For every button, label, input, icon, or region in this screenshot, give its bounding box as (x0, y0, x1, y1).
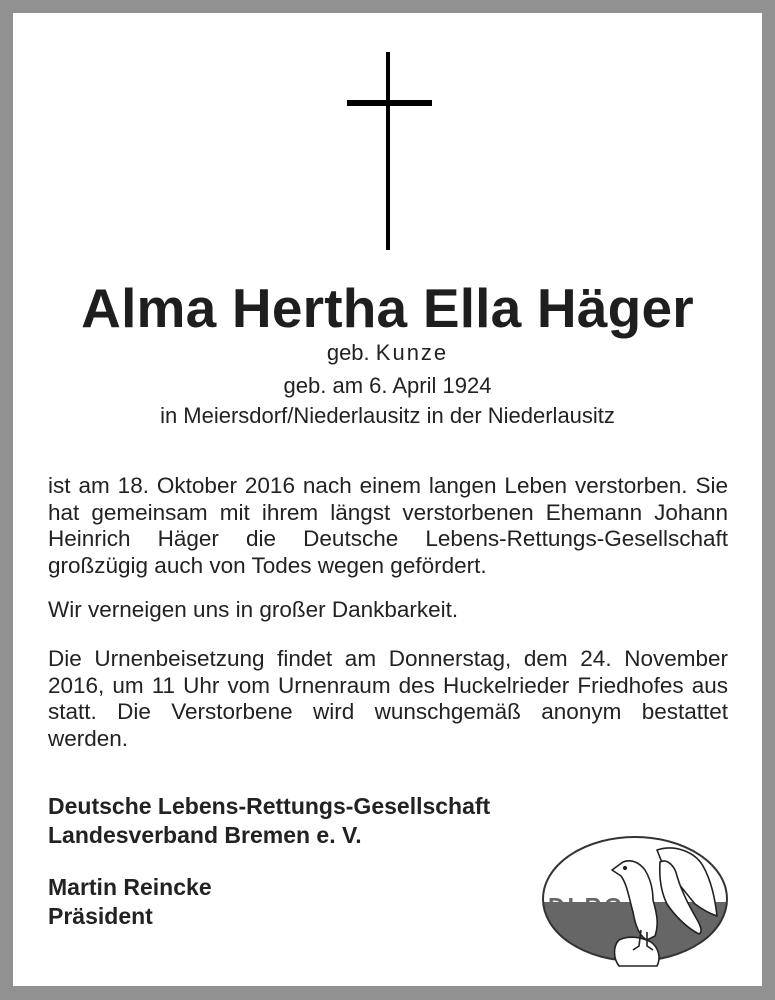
maiden-name (0, 340, 775, 366)
logo-text: DLRG (548, 893, 626, 919)
maiden-surname: Kunze (375, 340, 449, 365)
signatory-block (48, 873, 212, 931)
signatory-title: Präsident (48, 903, 153, 929)
organization-branch: Landesverband Bremen e. V. (48, 822, 362, 848)
dlrg-logo (535, 832, 735, 967)
organization-block (48, 792, 490, 850)
birth-date: geb. am 6. April 1924 (283, 373, 492, 398)
gratitude-paragraph: Wir verneigen uns in großer Dankbarkeit. (48, 597, 459, 622)
burial-paragraph: Die Urnenbeisetzung findet am Donnerstag, dem 24. November 2016, um 11 Uhr vom Urnenraum des Huckelrieder Friedhofes aus statt. Die Verstorbene wird wunschgemäß anonym bestattet werden. (48, 646, 728, 751)
deceased-name: Alma Hertha Ella Häger (81, 277, 694, 339)
organization-name: Deutsche Lebens-Rettungs-Gesellschaft (48, 793, 491, 819)
cross-icon (0, 0, 775, 260)
signatory-name: Martin Reincke (48, 874, 212, 900)
death-paragraph: ist am 18. Oktober 2016 nach einem langen Leben verstorben. Sie hat gemeinsam mit ihrem längst verstorbenen Ehemann Johann Heinrich Häger die Deutsche Lebens-Rettungs-Gesellschaft großzügig auch von Todes wegen gefördert. (48, 473, 728, 578)
birth-place: in Meiersdorf/Niederlausitz in der Niederlausitz (160, 403, 615, 428)
maiden-prefix: geb. (326, 340, 370, 365)
